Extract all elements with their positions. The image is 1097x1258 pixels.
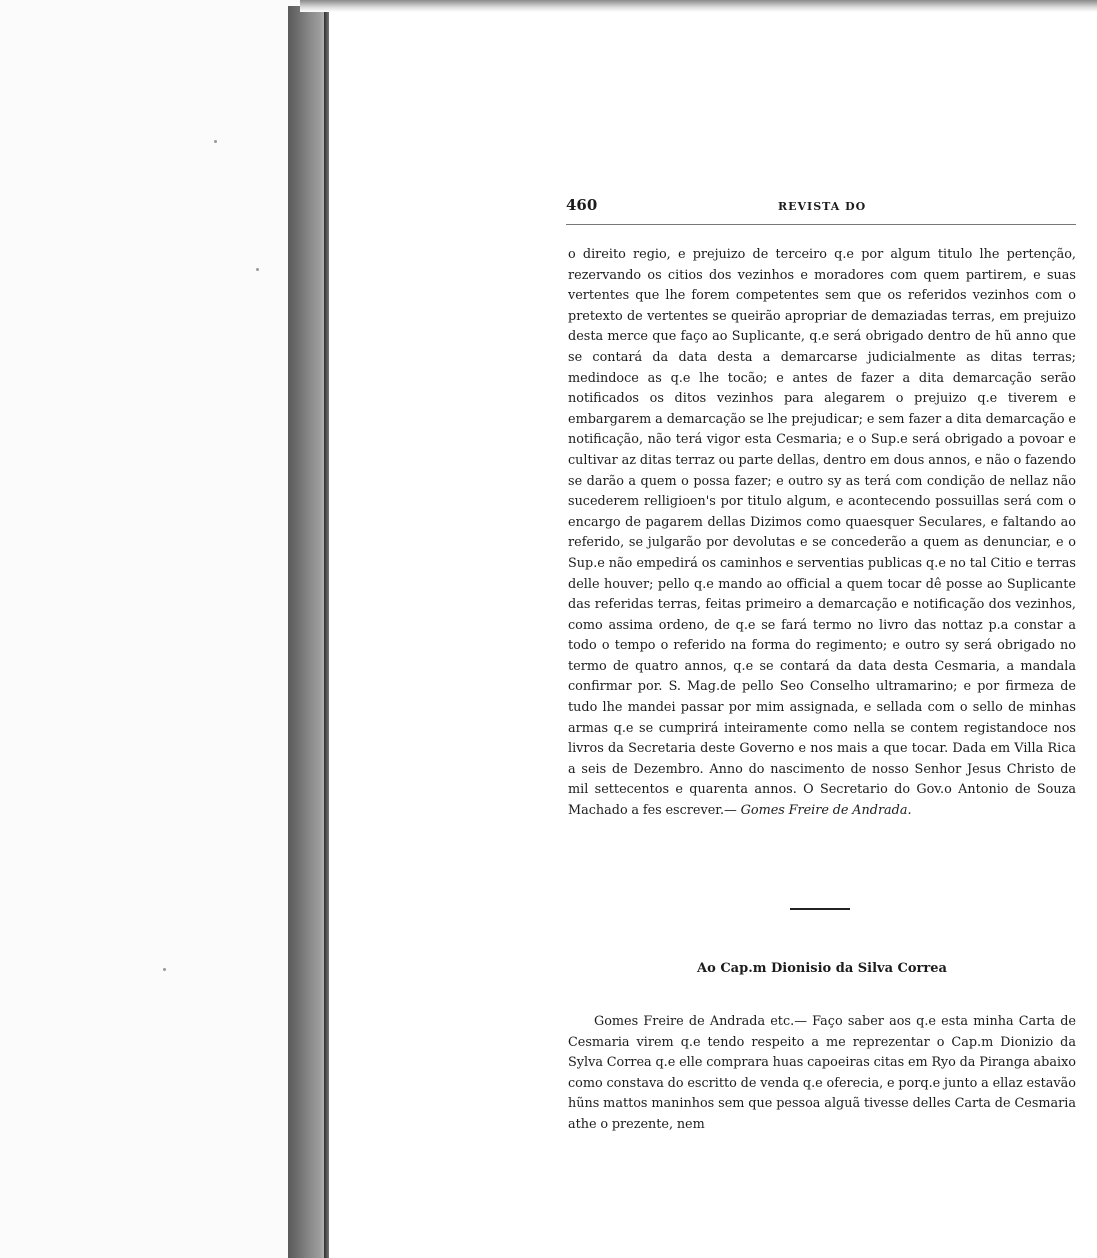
speck xyxy=(256,268,259,271)
left-margin xyxy=(0,0,300,1258)
body-paragraph: Gomes Freire de Andrada etc.— Faço saber aos q.e esta minha Carta de Cesmaria virem q.e tendo respeito a me reprezentar o Cap.m Dionizio da Sylva Correa q.e elle comprara huas capoeiras citas em Ryo da Piranga abaixo como constava do escritto de venda q.e oferecia, e porq.e junto a ellaz estavão hũns mattos maninhos sem que pessoa alguã tivesse delles Carta de Cesmaria athe o prezente, nem xyxy=(568,1014,1076,1132)
page-gutter-edge xyxy=(324,10,329,1258)
page-header xyxy=(566,196,1076,220)
header-rule xyxy=(566,224,1076,225)
section-heading: Ao Cap.m Dionisio da Silva Correa xyxy=(697,961,947,976)
page-number: 460 xyxy=(566,196,598,214)
speck xyxy=(163,968,166,971)
main-paragraph xyxy=(568,245,1076,822)
speck xyxy=(214,140,217,143)
main-paragraph-text: o direito regio, e prejuizo de terceiro q.e por algum titulo lhe pertenção, rezervando os citios dos vezinhos e moradores com quem partirem, e suas vertentes que lhe forem competentes sem que os referidos vezinhos com o pretexto de vertentes se queirão apropriar de demaziadas terras, em prejuizo desta merce que faço ao Suplicante, q.e será obrigado dentro de hũ anno que se contará da data desta a demarcarse judicialmente as ditas terras; medindoce as q.e lhe tocão; e antes de fazer a dita demarcação serão notificados os ditos vezinhos para alegarem o prejuizo q.e tiverem e embargarem a demarcação se lhe prejudicar; e sem fazer a dita demarcação e notificação, não terá vigor esta Cesmaria; e o Sup.e será obrigado a povoar e cultivar az ditas terraz ou parte dellas, dentro em dous annos, e não o fazendo se darão a quem o possa fazer; e outro sy as terá com condição de nellaz não sucederem relligioen's por titulo algum, e acontecendo possuillas será com o encargo de pagarem dellas Dizimos como quaesquer Seculares, e faltando ao referido, se julgarão por devolutas e se concederão a quem as denunciar, e o Sup.e não empedirá os caminhos e serventias publicas q.e no tal Citio e terras delle houver; pello q.e mando ao official a quem tocar dê posse ao Suplicante das referidas terras, feitas primeiro a demarcação e notificação dos vezinhos, como assima ordeno, de q.e se fará termo no livro das nottaz p.a constar a todo o tempo o referido na forma do regimento; e outro sy será obrigado no termo de quatro annos, q.e se contará da data desta Cesmaria, a mandala confirmar por. S. Mag.de pello Seo Conselho ultramarino; e por firmeza de tudo lhe mandei passar por mim assignada, e sellada com o sello de minhas armas q.e se cumprirá inteiramente como nella se contem registandoce nos livros da Secretaria deste Governo e nos mais a que tocar. Dada em Villa Rica a seis de Dezembro. Anno do nascimento de nosso Senhor Jesus Christo de mil settecentos e quarenta annos. O Secretario do Gov.o Antonio de Souza Machado a fes escrever.— xyxy=(568,247,1076,819)
running-head: REVISTA DO xyxy=(778,200,867,213)
book-binding-shadow xyxy=(288,6,328,1258)
signature: Gomes Freire de Andrada. xyxy=(740,803,912,819)
page-top-edge xyxy=(300,0,1097,12)
section-divider xyxy=(790,908,850,910)
